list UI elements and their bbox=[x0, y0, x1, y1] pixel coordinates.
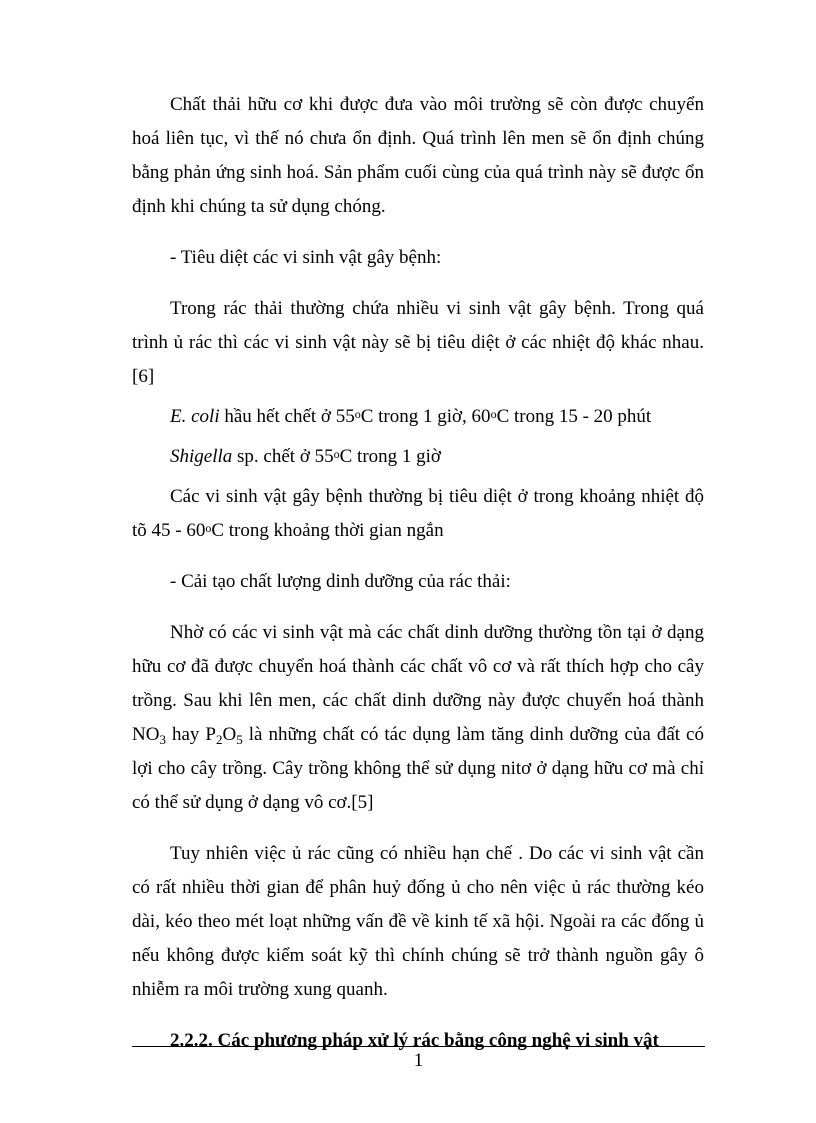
text-segment: Nhờ có các vi sinh vật mà các chất dinh dưỡng thường tồn tại ở dạng hữu cơ đã được chuyển hoá thành các chất vô cơ và rất thích hợp cho cây trồng. Sau khi lên men, các chất dinh dưỡng này được chuyển hoá thành NO bbox=[132, 622, 704, 745]
footer-divider bbox=[132, 1046, 705, 1047]
text-segment: C trong 1 giờ, 60 bbox=[360, 406, 491, 427]
text-segment: là những chất có tác dụng làm tăng dinh dưỡng của đất có lợi cho cây trồng. Cây trồng không thể sử dụng nitơ ở dạng hữu cơ mà chỉ có thể sử dụng ở dạng vô cơ.[5] bbox=[132, 724, 704, 813]
degree-mark: o bbox=[354, 407, 361, 421]
paragraph-limitations: Tuy nhiên việc ủ rác cũng có nhiều hạn chế . Do các vi sinh vật cần có rất nhiều thời gian để phân huỷ đống ủ cho nên việc ủ rác thường kéo dài, kéo theo mét loạt những vấn đề về kinh tế xã hội. Ngoài ra các đống ủ nếu không được kiểm soát kỹ thì chính chúng sẽ trở thành nguồn gây ô nhiễm ra môi trường xung quanh. bbox=[132, 843, 704, 1000]
paragraph-ecoli bbox=[132, 400, 704, 434]
page-body bbox=[132, 88, 704, 1058]
text-segment: hầu hết chết ở 55 bbox=[219, 406, 355, 427]
paragraph-shigella bbox=[132, 440, 704, 474]
paragraph-pathogen-intro: Trong rác thải thường chứa nhiều vi sinh vật gây bệnh. Trong quá trình ủ rác thì các vi sinh vật này sẽ bị tiêu diệt ở các nhiệt độ khác nhau.[6] bbox=[132, 298, 704, 387]
species-name: E. coli bbox=[170, 406, 220, 427]
species-name: Shigella bbox=[170, 446, 233, 467]
subscript: 3 bbox=[159, 732, 166, 747]
paragraph-temperature-range bbox=[132, 480, 704, 548]
text-segment: Các vi sinh vật gây bệnh thường bị tiêu diệt ở trong khoảng nhiệt độ tõ 45 - 60 bbox=[132, 486, 704, 541]
text-segment: O bbox=[222, 724, 237, 745]
text-segment: sp. chết ở 55 bbox=[232, 446, 334, 467]
text-segment: C trong 15 - 20 phút bbox=[496, 406, 652, 427]
paragraph-organic-waste: Chất thải hữu cơ khi được đưa vào môi trường sẽ còn được chuyển hoá liên tục, vì thế nó chưa ổn định. Quá trình lên men sẽ ổn định chúng bằng phản ứng sinh hoá. Sản phẩm cuối cùng của quá trình này sẽ được ổn định khi chúng ta sử dụng chóng. bbox=[132, 94, 704, 217]
paragraph-nutrients bbox=[132, 616, 704, 820]
text-segment: C trong 1 giờ bbox=[339, 446, 441, 467]
degree-mark: o bbox=[333, 447, 340, 461]
page-number: 1 bbox=[413, 1050, 424, 1071]
subscript: 5 bbox=[236, 732, 243, 747]
paragraph-nutrient-heading: - Cải tạo chất lượng dinh dưỡng của rác thải: bbox=[170, 571, 511, 592]
degree-mark: o bbox=[205, 521, 212, 535]
text-segment: hay P bbox=[165, 724, 216, 745]
degree-mark: o bbox=[490, 407, 497, 421]
text-segment: C trong khoảng thời gian ngắn bbox=[211, 520, 444, 541]
paragraph-pathogen-heading: - Tiêu diệt các vi sinh vật gây bệnh: bbox=[170, 247, 442, 268]
section-heading: 2.2.2. Các phương pháp xử lý rác bằng công nghệ vi sinh vật bbox=[170, 1030, 659, 1051]
subscript: 2 bbox=[215, 732, 223, 747]
